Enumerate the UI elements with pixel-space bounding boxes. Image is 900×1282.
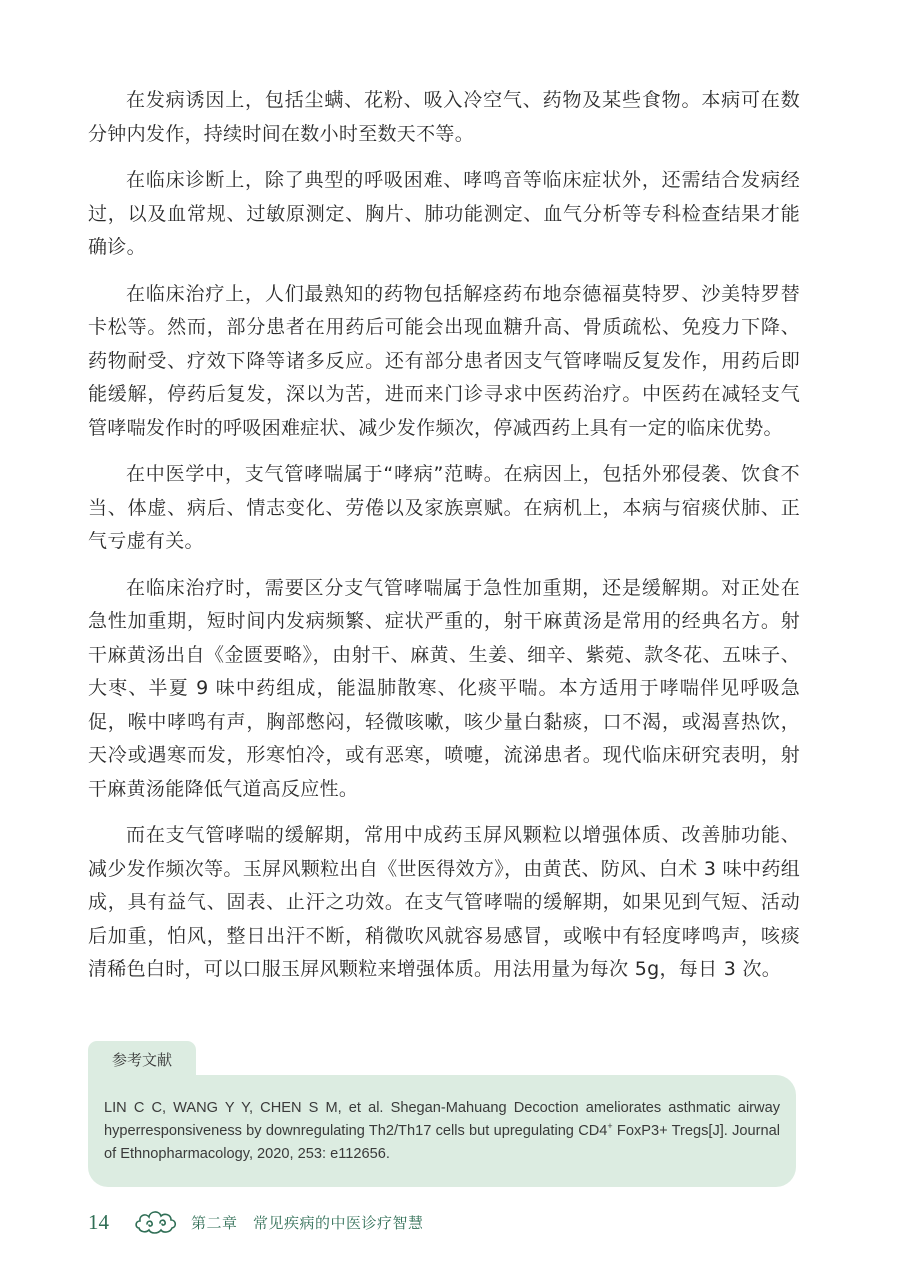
reference-text-part1: LIN C C, WANG Y Y, CHEN S M, et al. Shegan-Mahuang Decoction ameliorates asthmatic airway hyperresponsiveness by downregulating Th2/Th17 cells but upregulating CD4 bbox=[104, 1100, 780, 1139]
paragraph-remission-phase: 而在支气管哮喘的缓解期，常用中成药玉屏风颗粒以增强体质、改善肺功能、减少发作频次等。玉屏风颗粒出自《世医得效方》，由黄芪、防风、白术 3 味中药组成，具有益气、固表、止汗之功效。在支气管哮喘的缓解期，如果见到气短、活动后加重，怕风，整日出汗不断，稍微吹风就容易感冒，或喉中有轻度哮鸣声，咳痰清稀色白时，可以口服玉屏风颗粒来增强体质。用法用量为每次 5g，每日 3 次。 bbox=[88, 824, 800, 980]
paragraph-treatment: 在临床治疗上，人们最熟知的药物包括解痉药布地奈德福莫特罗、沙美特罗替卡松等。然而，部分患者在用药后可能会出现血糖升高、骨质疏松、免疫力下降、药物耐受、疗效下降等诸多反应。还有部分患者因支气管哮喘反复发作，用药后即能缓解，停药后复发，深以为苦，进而来门诊寻求中医药治疗。中医药在减轻支气管哮喘发作时的呼吸困难症状、减少发作频次，停减西药上具有一定的临床优势。 bbox=[88, 282, 800, 439]
page-footer bbox=[88, 1202, 424, 1242]
references-box bbox=[88, 1075, 796, 1187]
references-title: 参考文献 bbox=[88, 1041, 196, 1077]
page-number: 14 bbox=[88, 1209, 109, 1234]
paragraph-diagnosis: 在临床诊断上，除了典型的呼吸困难、哮鸣音等临床症状外，还需结合发病经过，以及血常规、过敏原测定、胸片、肺功能测定、血气分析等专科检查结果才能确诊。 bbox=[88, 169, 800, 258]
paragraph-tcm-theory: 在中医学中，支气管哮喘属于“哮病”范畴。在病因上，包括外邪侵袭、饮食不当、体虚、病后、情志变化、劳倦以及家族禀赋。在病机上，本病与宿痰伏肺、正气亏虚有关。 bbox=[88, 463, 800, 552]
main-content bbox=[88, 84, 800, 1000]
reference-text-part2: FoxP3+ Tregs[J]. Journal of Ethnopharmacology, 2020, 253: e112656. bbox=[104, 1123, 780, 1162]
reference-superscript: + bbox=[607, 1121, 613, 1132]
chapter-title: 第二章 常见疾病的中医诊疗智慧 bbox=[191, 1213, 424, 1232]
paragraph-acute-phase: 在临床治疗时，需要区分支气管哮喘属于急性加重期，还是缓解期。对正处在急性加重期，短时间内发病频繁、症状严重的，射干麻黄汤是常用的经典名方。射干麻黄汤出自《金匮要略》，由射干、麻黄、生姜、细辛、紫菀、款冬花、五味子、大枣、半夏 9 味中药组成，能温肺散寒、化痰平喘。本方适用于哮喘伴见呼吸急促，喉中哮鸣有声，胸部憋闷，轻微咳嗽，咳少量白黏痰，口不渴，或渴喜热饮，天冷或遇寒而发，形寒怕冷，或有恶寒，喷嚏，流涕患者。现代临床研究表明，射干麻黄汤能降低气道高反应性。 bbox=[88, 576, 800, 800]
reference-entry bbox=[104, 1097, 780, 1166]
paragraph-triggers: 在发病诱因上，包括尘螨、花粉、吸入冷空气、药物及某些食物。本病可在数分钟内发作，持续时间在数小时至数天不等。 bbox=[88, 89, 800, 145]
cloud-ornament-icon bbox=[133, 1206, 179, 1238]
